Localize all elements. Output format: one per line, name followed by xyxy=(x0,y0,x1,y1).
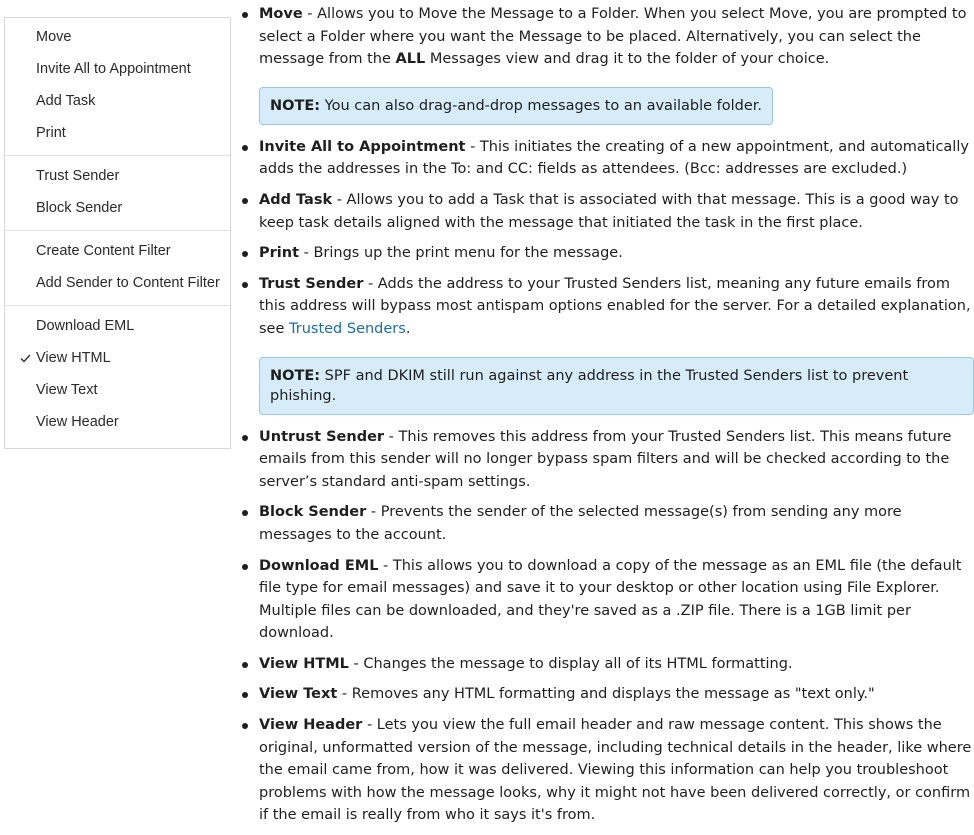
bullet-icon xyxy=(242,251,248,257)
note-callout xyxy=(259,357,974,415)
term: Trust Sender xyxy=(259,275,364,292)
bullet-icon xyxy=(242,510,248,516)
list-item-view-header xyxy=(237,714,974,827)
term: View HTML xyxy=(259,655,349,672)
menu-item-add-task[interactable] xyxy=(5,85,230,117)
menu-item-create-content-filter[interactable] xyxy=(5,235,230,267)
menu-group-sender xyxy=(5,156,230,231)
description: . xyxy=(405,320,411,337)
term: View Header xyxy=(259,717,363,734)
menu-item-label: View HTML xyxy=(36,350,111,366)
menu-item-download-eml[interactable] xyxy=(5,310,230,342)
list-item-view-text xyxy=(237,683,974,706)
help-content xyxy=(237,3,974,835)
bullet-icon xyxy=(242,198,248,204)
bullet-icon xyxy=(242,435,248,441)
description: - Allows you to add a Task that is associated with that message. This is a good way to keep task details aligned with the message that initiated the task in the first place. xyxy=(259,191,959,231)
list-item-add-task xyxy=(237,189,974,234)
term: Add Task xyxy=(259,191,333,208)
menu-item-label: Download EML xyxy=(36,318,135,334)
note-text: SPF and DKIM still run against any address in the Trusted Senders list to prevent phishing. xyxy=(270,367,909,404)
menu-item-invite-all-to-appointment[interactable] xyxy=(5,53,230,85)
menu-group-filters xyxy=(5,231,230,306)
term: Block Sender xyxy=(259,504,367,521)
note-callout xyxy=(259,87,773,125)
bullet-icon xyxy=(242,692,248,698)
description: - Brings up the print menu for the message. xyxy=(299,245,623,262)
bullet-icon xyxy=(242,145,248,151)
bullet-icon xyxy=(242,723,248,729)
description: - Adds the address to your Trusted Senders list, meaning any future emails from this address will bypass most antispam options enabled for the server. For a detailed explanation, see xyxy=(259,275,971,337)
list-item-untrust-sender xyxy=(237,426,974,494)
menu-item-print[interactable] xyxy=(5,117,230,149)
menu-item-label: Print xyxy=(36,125,66,141)
menu-item-block-sender[interactable] xyxy=(5,192,230,224)
note-callout-wrap xyxy=(237,349,974,419)
menu-option-list xyxy=(237,3,974,71)
menu-option-list xyxy=(237,426,974,828)
term: Download EML xyxy=(259,557,379,574)
description: - Lets you view the full email header and raw message content. This shows the original, unformatted version of the message, including technical details in the header, like where the email came from, how it was delivered. Viewing this information can help you troubleshoot problems with how the message looks, why it might not have been delivered correctly, or confirm if the email is really from who it says it's from. xyxy=(259,717,972,824)
list-item-download-eml xyxy=(237,555,974,645)
term: Print xyxy=(259,245,300,262)
description: - Removes any HTML formatting and displays the message as "text only." xyxy=(337,686,875,703)
menu-item-move[interactable] xyxy=(5,21,230,53)
description: - Prevents the sender of the selected message(s) from sending any more messages to the account. xyxy=(259,504,902,543)
description: - This removes this address from your Trusted Senders list. This means future emails from this sender will no longer bypass spam filters and will be checked according to the server’s standard anti-spam settings. xyxy=(259,428,952,490)
list-item-print xyxy=(237,242,974,265)
description: Messages view and drag it to the folder of your choice. xyxy=(425,51,830,68)
term: Move xyxy=(259,6,303,22)
note-label: NOTE: xyxy=(270,367,321,384)
list-item-move xyxy=(237,3,974,71)
description: - This allows you to download a copy of the message as an EML file (the default file type for email messages) and save it to your desktop or other location using File Explorer. Multiple files can be downloaded, and they're saved as a .ZIP file. There is a 1GB limit per download. xyxy=(259,557,962,642)
menu-group-view xyxy=(5,306,230,444)
menu-item-view-html[interactable] xyxy=(5,342,230,374)
bullet-icon xyxy=(242,12,248,18)
list-item-trust-sender xyxy=(237,273,974,341)
bullet-icon xyxy=(242,564,248,570)
list-item-view-html xyxy=(237,653,974,676)
description: - Allows you to Move the Message to a Folder. When you select Move, you are prompted to select a Folder where you want the Message to be placed. Alternatively, you can select the message from the xyxy=(259,6,967,68)
bullet-icon xyxy=(242,282,248,288)
menu-item-view-header[interactable] xyxy=(5,406,230,438)
menu-item-trust-sender[interactable] xyxy=(5,160,230,192)
menu-option-list xyxy=(237,136,974,341)
note-callout-wrap xyxy=(237,79,974,129)
trusted-senders-link[interactable]: Trusted Senders xyxy=(289,320,406,337)
menu-item-label: Add Task xyxy=(36,93,96,109)
menu-item-label: Block Sender xyxy=(36,200,123,216)
menu-item-label: Create Content Filter xyxy=(36,243,171,259)
menu-item-view-text[interactable] xyxy=(5,374,230,406)
description: - Changes the message to display all of its HTML formatting. xyxy=(348,655,793,672)
list-item-block-sender xyxy=(237,501,974,546)
menu-item-label: Invite All to Appointment xyxy=(36,61,191,77)
menu-item-label: View Text xyxy=(36,382,98,398)
note-label: NOTE: xyxy=(270,97,321,114)
term: Invite All to Appointment xyxy=(259,138,466,155)
list-item-invite-all xyxy=(237,136,974,181)
term: Untrust Sender xyxy=(259,428,385,445)
note-text: You can also drag-and-drop messages to an available folder. xyxy=(320,97,763,114)
menu-item-label: Add Sender to Content Filter xyxy=(36,275,220,291)
menu-group-message-actions xyxy=(5,20,230,156)
bullet-icon xyxy=(242,662,248,668)
menu-item-label: View Header xyxy=(36,414,119,430)
menu-item-label: Trust Sender xyxy=(36,168,120,184)
menu-item-label: Move xyxy=(36,29,72,45)
menu-item-add-sender-to-content-filter[interactable] xyxy=(5,267,230,299)
emphasis: ALL xyxy=(395,51,426,68)
term: View Text xyxy=(259,686,338,703)
description: - This initiates the creating of a new appointment, and automatically adds the addresses in the To: and CC: fields as attendees. (Bcc: addresses are excluded.) xyxy=(259,138,969,178)
context-menu xyxy=(4,17,231,449)
checkmark-icon xyxy=(19,342,31,374)
